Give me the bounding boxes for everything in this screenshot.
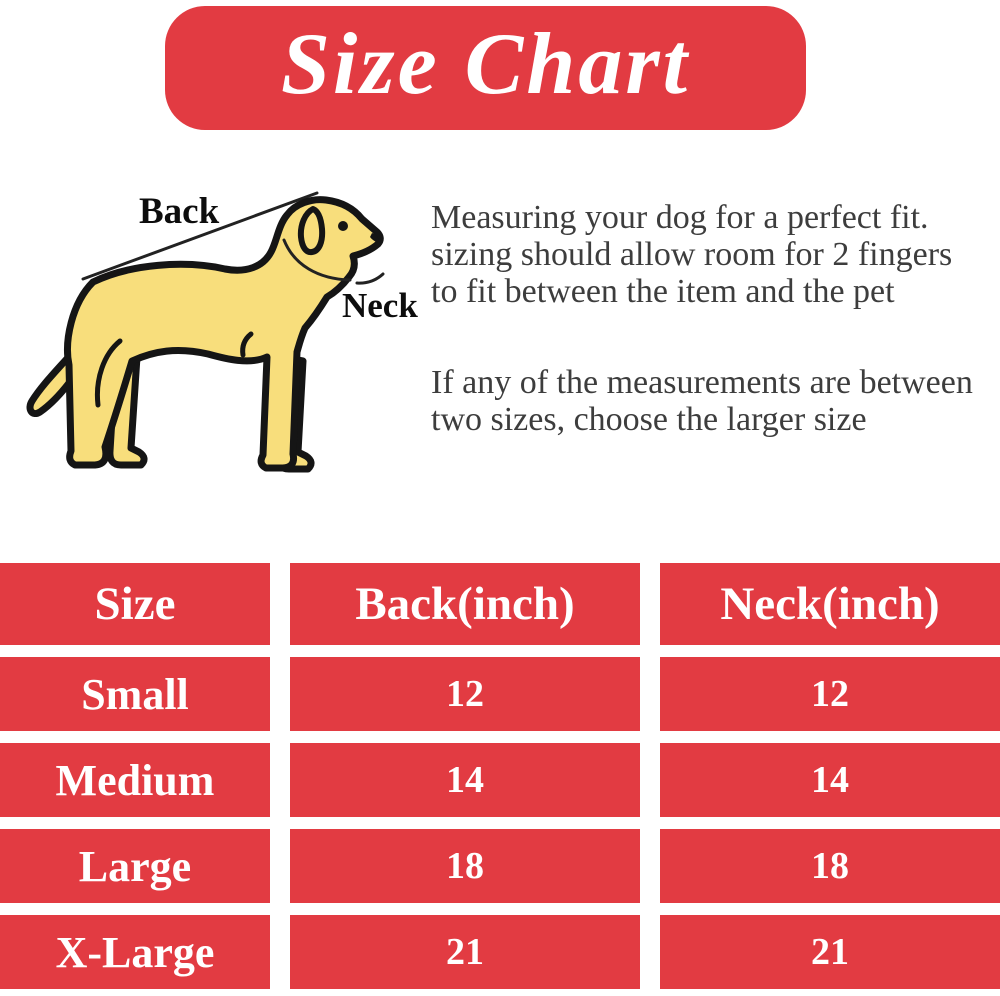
row-small-label: Small (0, 657, 270, 731)
row-medium-label: Medium (0, 743, 270, 817)
size-chart-banner (165, 6, 806, 130)
row-small-back: 12 (290, 657, 640, 731)
fit-instructions-line: to fit between the item and the pet (431, 273, 895, 310)
col-header-back: Back(inch) (290, 563, 640, 645)
between-sizes-line: two sizes, choose the larger size (431, 401, 867, 438)
row-medium-back: 14 (290, 743, 640, 817)
neck-label: Neck (342, 286, 418, 325)
dog-measurement-figure (20, 185, 418, 485)
dog-ear (301, 209, 322, 252)
neck-measure-line-outer (357, 274, 383, 283)
row-xlarge-neck: 21 (660, 915, 1000, 989)
page-title: Size Chart (280, 16, 691, 113)
fit-instructions-line: Measuring your dog for a perfect fit. (431, 199, 929, 236)
dog-body (68, 200, 381, 468)
dog-eye (338, 221, 348, 231)
fit-instructions-line: sizing should allow room for 2 fingers (431, 236, 953, 273)
between-sizes-paragraph (431, 364, 996, 438)
row-large-neck: 18 (660, 829, 1000, 903)
row-large-label: Large (0, 829, 270, 903)
between-sizes-line: If any of the measurements are between (431, 364, 973, 401)
back-label: Back (139, 191, 220, 232)
row-xlarge-label: X-Large (0, 915, 270, 989)
row-xlarge-back: 21 (290, 915, 640, 989)
col-header-neck: Neck(inch) (660, 563, 1000, 645)
fit-instructions-paragraph (431, 199, 996, 310)
size-table (0, 563, 1000, 989)
col-header-size: Size (0, 563, 270, 645)
row-medium-neck: 14 (660, 743, 1000, 817)
row-large-back: 18 (290, 829, 640, 903)
row-small-neck: 12 (660, 657, 1000, 731)
